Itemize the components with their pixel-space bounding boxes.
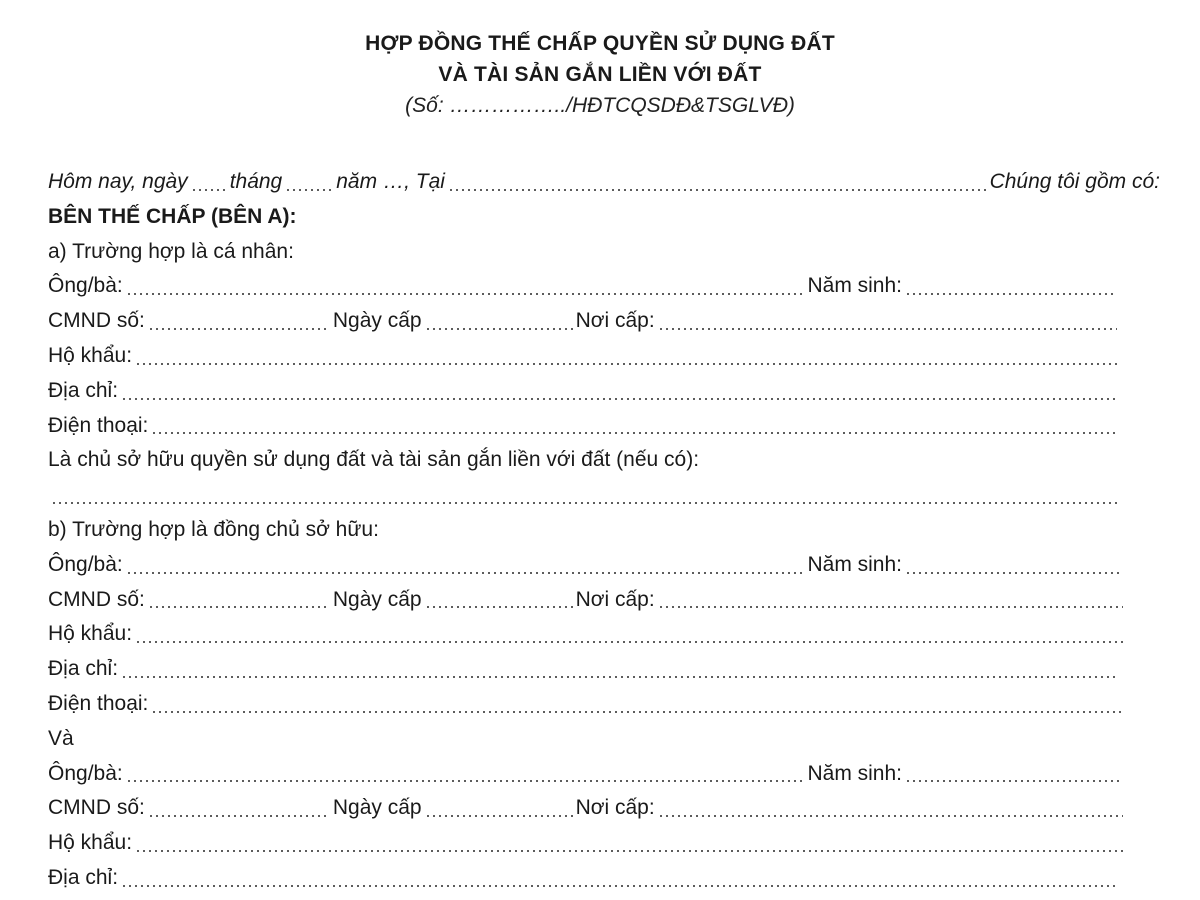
owner2-name-row [48, 757, 1160, 792]
issue-date-label: Ngày cấp [332, 309, 422, 333]
name-field[interactable] [126, 572, 805, 574]
birth-year-field[interactable] [905, 572, 1123, 574]
household-field[interactable] [135, 850, 1123, 852]
address-field[interactable] [121, 398, 1117, 400]
name-field[interactable] [126, 293, 805, 295]
document-number: (Số: ……………../HĐTCQSDĐ&TSGLVĐ) [405, 94, 795, 117]
phone-field[interactable] [151, 711, 1123, 713]
day-field[interactable] [191, 189, 227, 191]
id-label: CMND số: [48, 309, 145, 333]
issue-date-field[interactable] [425, 606, 573, 608]
issue-date-label: Ngày cấp [332, 796, 422, 820]
name-label: Ông/bà: [48, 761, 123, 785]
location-field[interactable] [448, 189, 987, 191]
name-label: Ông/bà: [48, 274, 123, 298]
issue-place-label: Nơi cấp: [575, 796, 655, 820]
phone-label: Điện thoại: [48, 691, 149, 715]
household-label: Hộ khẩu: [48, 831, 133, 855]
owner-statement-row [48, 443, 1160, 478]
owner1-household-row [48, 617, 1160, 652]
party-a-heading: BÊN THẾ CHẤP (BÊN A): [48, 204, 297, 228]
household-field[interactable] [135, 641, 1123, 643]
title-line-2: VÀ TÀI SẢN GẮN LIỀN VỚI ĐẤT [438, 63, 762, 86]
issue-place-field[interactable] [658, 606, 1123, 608]
month-field[interactable] [285, 189, 333, 191]
document-header [48, 0, 1152, 122]
month-label: tháng [229, 170, 283, 193]
year-label: năm [336, 170, 378, 193]
phone-label: Điện thoại: [48, 413, 149, 437]
issue-place-field[interactable] [658, 815, 1123, 817]
address-label: Địa chỉ: [48, 865, 119, 889]
individual-name-row [48, 269, 1160, 304]
intro-line [48, 165, 1160, 200]
and-label: Và [48, 726, 74, 750]
issue-place-label: Nơi cấp: [575, 309, 655, 333]
id-field[interactable] [148, 328, 330, 330]
individual-id-row [48, 304, 1160, 339]
birth-year-field[interactable] [905, 780, 1123, 782]
issue-place-label: Nơi cấp: [575, 587, 655, 611]
address-field[interactable] [121, 676, 1117, 678]
owner1-address-row [48, 652, 1160, 687]
we-include-label: Chúng tôi gồm có: [989, 170, 1160, 193]
and-row [48, 722, 1160, 757]
individual-household-row [48, 339, 1160, 374]
household-field[interactable] [135, 363, 1117, 365]
address-field[interactable] [121, 885, 1117, 887]
address-label: Địa chỉ: [48, 657, 119, 681]
individual-address-row [48, 374, 1160, 409]
issue-date-label: Ngày cấp [332, 587, 422, 611]
id-field[interactable] [148, 815, 330, 817]
co-owners-heading: b) Trường hợp là đồng chủ sở hữu: [48, 517, 379, 541]
today-label: Hôm nay, ngày [48, 170, 188, 193]
issue-place-field[interactable] [658, 328, 1117, 330]
individual-phone-row [48, 409, 1160, 444]
owner1-id-row [48, 583, 1160, 618]
id-field[interactable] [148, 606, 330, 608]
title-line-1: HỢP ĐỒNG THẾ CHẤP QUYỀN SỬ DỤNG ĐẤT [365, 32, 835, 55]
phone-field[interactable] [151, 432, 1117, 434]
owner2-household-row [48, 826, 1160, 861]
owner2-id-row [48, 791, 1160, 826]
household-label: Hộ khẩu: [48, 343, 133, 367]
name-field[interactable] [126, 780, 805, 782]
birth-year-label: Năm sinh: [807, 761, 902, 785]
individual-heading: a) Trường hợp là cá nhân: [48, 239, 294, 263]
address-label: Địa chỉ: [48, 378, 119, 402]
owner1-name-row [48, 548, 1160, 583]
birth-year-field[interactable] [905, 293, 1117, 295]
household-label: Hộ khẩu: [48, 622, 133, 646]
document-body [48, 165, 1160, 896]
owner2-address-row [48, 861, 1160, 896]
id-label: CMND số: [48, 796, 145, 820]
issue-date-field[interactable] [425, 815, 573, 817]
birth-year-label: Năm sinh: [807, 274, 902, 298]
owner-statement-field-row [48, 478, 1160, 513]
at-label: …, Tại [383, 170, 445, 193]
owner1-phone-row [48, 687, 1160, 722]
issue-date-field[interactable] [425, 328, 573, 330]
owner-statement-field[interactable] [51, 502, 1117, 504]
id-label: CMND số: [48, 587, 145, 611]
owner-statement: Là chủ sở hữu quyền sử dụng đất và tài sản gắn liền với đất (nếu có): [48, 448, 700, 472]
name-label: Ông/bà: [48, 552, 123, 576]
birth-year-label: Năm sinh: [807, 552, 902, 576]
